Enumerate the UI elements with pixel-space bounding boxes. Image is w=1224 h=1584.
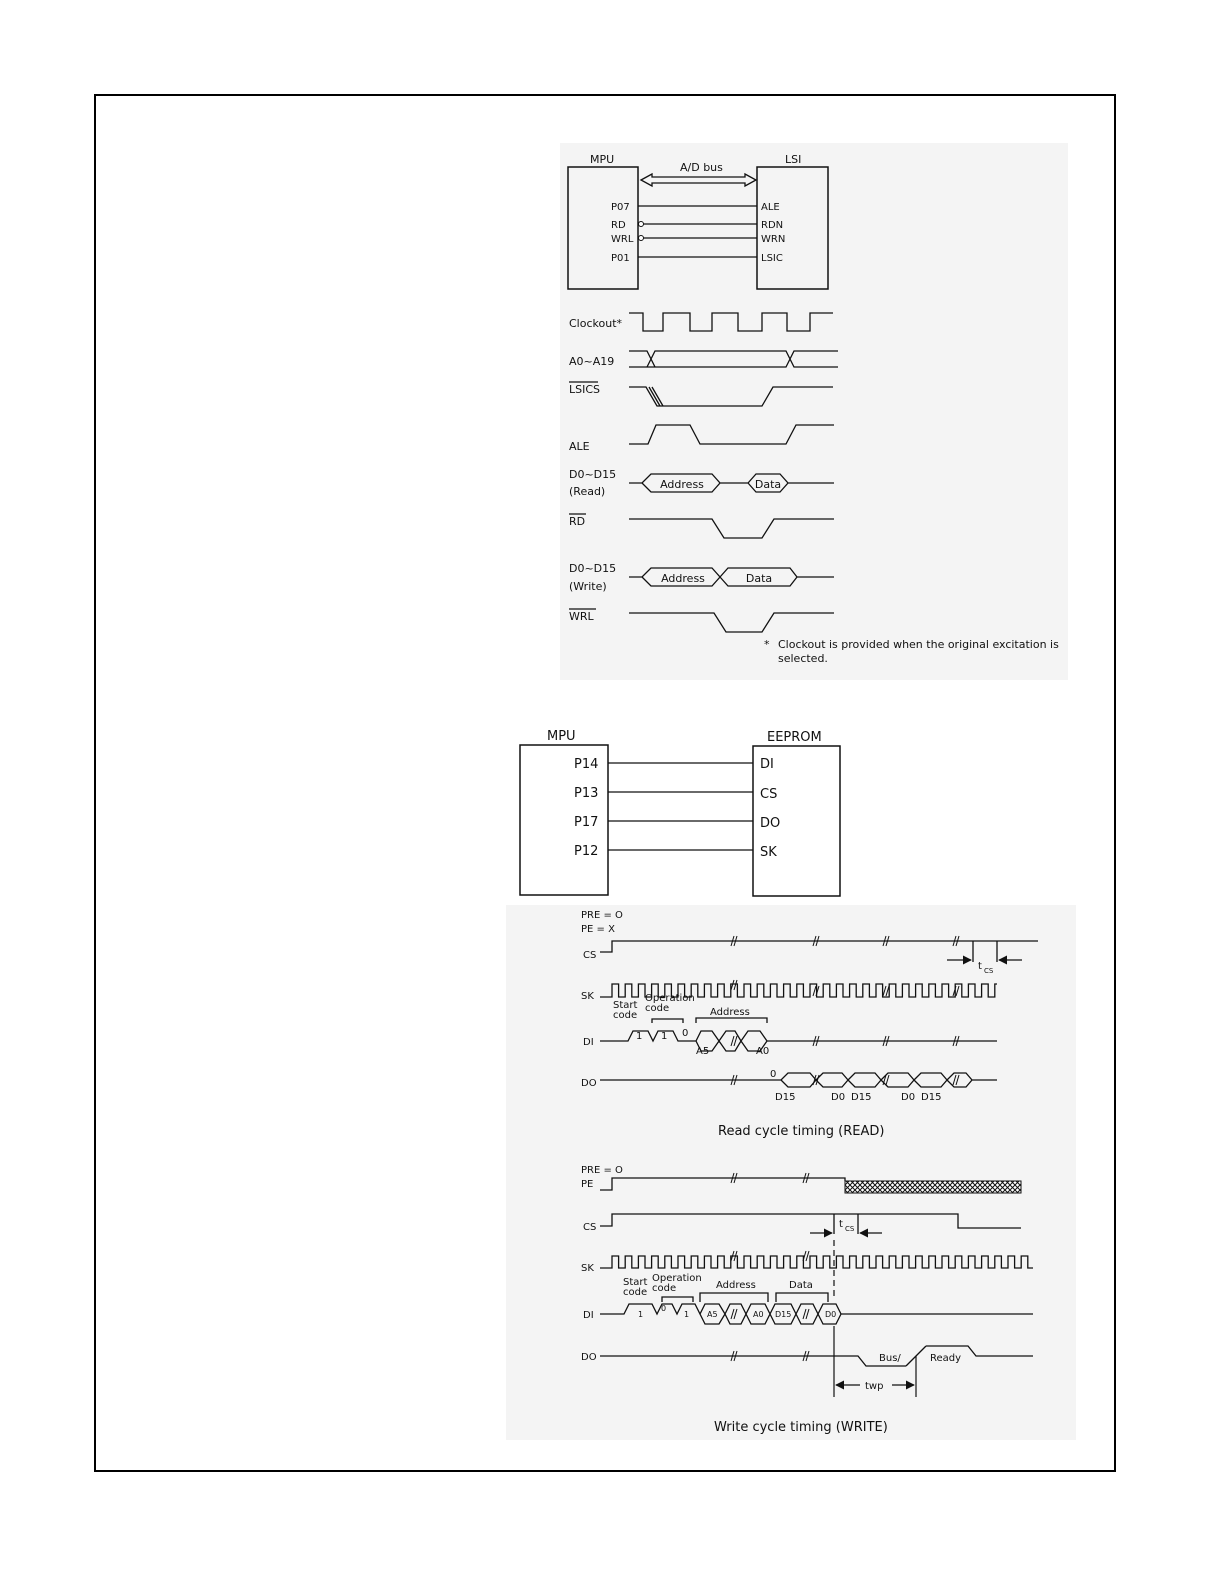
- write-di-bit-1b: 1: [684, 1310, 690, 1319]
- read-di-a5: A5: [696, 1046, 710, 1057]
- read-do-d0-b: D0: [901, 1092, 916, 1103]
- lsi-label: LSI: [785, 153, 802, 166]
- eeprom-label: EEPROM: [767, 730, 822, 745]
- write-cs-label: CS: [583, 1222, 597, 1233]
- read-tcs-subscript: CS: [984, 967, 994, 975]
- read-tcs-label: t: [978, 961, 982, 972]
- write-tcs-subscript: CS: [845, 1225, 855, 1233]
- read-do-zero: 0: [770, 1069, 777, 1080]
- lsi-pin-wrn: WRN: [761, 234, 786, 245]
- figure-eeprom: [506, 729, 1076, 1440]
- write-pe-label: PE: [581, 1179, 594, 1190]
- read-di-bit-0: 0: [682, 1028, 689, 1039]
- read-di-a0: A0: [756, 1046, 770, 1057]
- signal-label-d-write-sub: (Write): [569, 580, 607, 593]
- mpu-label: MPU: [590, 153, 615, 166]
- write-di-a5: A5: [707, 1310, 718, 1319]
- write-op-code-line2: code: [652, 1283, 677, 1294]
- eeprom-mpu-pin-p13: P13: [574, 786, 599, 801]
- read-address-label: Address: [710, 1007, 750, 1018]
- eeprom-mpu-pin-p12: P12: [574, 844, 599, 859]
- write-pe-dont-care-region: [845, 1181, 1021, 1193]
- write-di-d0: D0: [825, 1310, 837, 1319]
- write-start-code-line2: code: [623, 1287, 648, 1298]
- write-di-a0: A0: [753, 1310, 764, 1319]
- read-pe-label: PE = X: [581, 924, 615, 935]
- mpu-pin-rd: RD: [611, 220, 626, 231]
- lsi-pin-rdn: RDN: [761, 220, 784, 231]
- ad-bus-label: A/D bus: [680, 161, 723, 174]
- eeprom-pin-di: DI: [760, 757, 774, 772]
- read-start-code-line1: Start: [613, 1000, 638, 1011]
- signal-label-clockout: Clockout*: [569, 317, 623, 330]
- write-address-label: Address: [716, 1280, 756, 1291]
- signal-label-lsics: LSICS: [569, 383, 601, 396]
- figure-lsi-bus: [560, 143, 1068, 680]
- write-data-label: Data: [789, 1280, 813, 1291]
- figure1-background: [560, 143, 1068, 680]
- signal-label-wrl: WRL: [569, 610, 594, 623]
- read-di-label: DI: [583, 1037, 594, 1048]
- signal-label-rd: RD: [569, 515, 586, 528]
- write-tcs-label: t: [839, 1219, 843, 1230]
- lsi-pin-ale: ALE: [761, 202, 780, 213]
- read-di-bit-1a: 1: [636, 1031, 643, 1042]
- d-write-address-value: Address: [661, 572, 705, 585]
- read-sk-label: SK: [581, 991, 594, 1002]
- write-op-code-line1: Operation: [652, 1273, 702, 1284]
- signal-label-a0-a19: A0~A19: [569, 355, 615, 368]
- write-cycle-caption: Write cycle timing (WRITE): [714, 1420, 888, 1435]
- read-do-d15-b: D15: [851, 1092, 872, 1103]
- read-op-code-line2: code: [645, 1003, 670, 1014]
- read-do-d15-a: D15: [775, 1092, 796, 1103]
- read-start-code-line2: code: [613, 1010, 638, 1021]
- signal-label-d-write: D0~D15: [569, 562, 617, 575]
- eeprom-pin-do: DO: [760, 816, 781, 831]
- write-di-label: DI: [583, 1310, 594, 1321]
- d-read-address-value: Address: [660, 478, 704, 491]
- write-sk-label: SK: [581, 1263, 594, 1274]
- write-di-bit-0: 0: [661, 1304, 667, 1313]
- d-read-data-value: Data: [754, 478, 782, 491]
- read-do-d15-c: D15: [921, 1092, 942, 1103]
- signal-label-ale: ALE: [569, 440, 590, 453]
- mpu-pin-p01: P01: [611, 253, 630, 264]
- mpu-pin-wrl: WRL: [611, 234, 634, 245]
- read-pre-label: PRE = O: [581, 910, 623, 921]
- eeprom-mpu-pin-p14: P14: [574, 757, 599, 772]
- read-do-d0-a: D0: [831, 1092, 846, 1103]
- write-do-label: DO: [581, 1352, 597, 1363]
- write-start-code-line1: Start: [623, 1277, 648, 1288]
- inverter-bubble-rd: [639, 222, 644, 227]
- read-cs-label: CS: [583, 950, 597, 961]
- write-di-bit-1a: 1: [638, 1310, 644, 1319]
- d-write-data-value: Data: [745, 572, 773, 585]
- signal-label-d-read-sub: (Read): [569, 485, 606, 498]
- read-cycle-caption: Read cycle timing (READ): [718, 1124, 885, 1139]
- write-waveform-sk: [600, 1256, 1033, 1268]
- inverter-bubble-wrl: [639, 236, 644, 241]
- mpu-pin-p07: P07: [611, 202, 630, 213]
- read-do-label: DO: [581, 1078, 597, 1089]
- footnote-line-1: Clockout is provided when the original excitation is: [778, 638, 1059, 651]
- eeprom-mpu-label: MPU: [547, 729, 576, 744]
- write-do-busy-label: Bus/: [879, 1353, 901, 1364]
- read-di-bit-1b: 1: [661, 1031, 668, 1042]
- write-pre-label: PRE = O: [581, 1165, 623, 1176]
- write-twp-label: twp: [865, 1381, 884, 1392]
- write-do-ready-label: Ready: [930, 1353, 962, 1364]
- lsi-pin-lsic: LSIC: [761, 253, 783, 264]
- read-op-code-line1: Operation: [645, 993, 695, 1004]
- write-di-d15: D15: [775, 1310, 792, 1319]
- footnote-asterisk: *: [764, 638, 770, 651]
- footnote-line-2: selected.: [778, 652, 828, 665]
- eeprom-pin-cs: CS: [760, 787, 778, 802]
- signal-label-d-read: D0~D15: [569, 468, 617, 481]
- eeprom-pin-sk: SK: [760, 845, 777, 860]
- eeprom-mpu-pin-p17: P17: [574, 815, 599, 830]
